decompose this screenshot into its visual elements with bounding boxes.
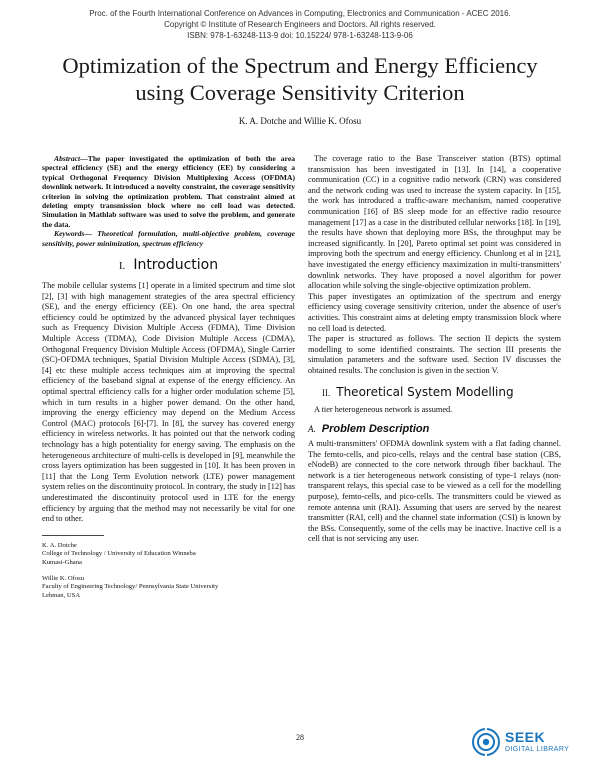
footnote-author-1 — [42, 542, 295, 567]
section-number: II. — [322, 388, 331, 399]
logo-subtitle: DIGITAL LIBRARY — [505, 746, 570, 753]
abstract — [42, 154, 295, 229]
body-paragraph: The coverage ratio to the Base Transceiver station (BTS) optimal transmission has been investigated in [13]. In [14], a cooperative communication (CC) in a cognitive radio network (CRN) was considered and the network coding was used to increase the system capacity. In [15], the work has introduced a traffic-aware mechanism, named cooperative communication [16] of BS sleep mode for an effective radio resource management [17] as a case in the distributed cellular networks [18]. In [19], the results have shown that deploying more BSs, the throughput may be increased significantly. In [20], Pareto optimal set point was considered in improving both the spectrum and energy efficiency. Chunlong et al in [21], have investigated the energy efficiency maximization in multi-transmitters' downlink networks. They have proposed a novel algorithm for power allocation while solving the single-objective optimization problem. — [308, 154, 561, 291]
title-line-1: Optimization of the Spectrum and Energy Efficiency — [62, 53, 538, 78]
section-title: Introduction — [133, 257, 219, 274]
section-heading-system-modelling — [308, 384, 561, 401]
title-line-2: using Coverage Sensitivity Criterion — [135, 80, 465, 105]
footnote-location: Lehman, USA — [42, 591, 81, 599]
subsection-heading-problem-description — [308, 422, 561, 436]
paper-authors: K. A. Dotche and Willie K. Ofosu — [238, 116, 362, 126]
keywords-text: — Theoretical formulation, multi-objective problem, coverage sensitivity, power minimization, spectrum efficiency — [42, 229, 295, 248]
body-paragraph: This paper investigates an optimization of the spectrum and energy efficiency using coverage sensitivity criterion, under the absence of user's activities. This constraint aims at deleting empty transmission block where no cell load is detected. — [308, 291, 561, 333]
abstract-text: —The paper investigated the optimization of both the area spectral efficiency (SE) and the energy efficiency (EE) by considering a typical Orthogonal Frequency Division Multiplexing Access (OFDMA) downlink network. It introduced a novelty constraint, the coverage sensitivity criterion in solving the optimization problem. That constraint aimed at deleting empty transmission block where no cell load was detected. Simulation in Mathlab software was used to solve the problem, and generate the data. — [42, 154, 295, 229]
logo-title: SEEK — [505, 729, 546, 745]
left-column — [42, 154, 295, 608]
seek-digital-library-logo — [471, 723, 591, 763]
footnote-author-2 — [42, 575, 295, 600]
subsection-letter: A. — [308, 424, 316, 435]
paper-title — [30, 52, 570, 106]
copyright-line: Copyright © Institute of Research Engineers and Doctors. All rights reserved. — [164, 20, 436, 29]
footnote-author-name: Willie K. Ofosu — [42, 574, 85, 582]
section-intro: A tier heterogeneous network is assumed. — [314, 405, 453, 415]
body-paragraph: The paper is structured as follows. The section II depicts the system modelling to some identified constraints. The section III presents the simulation parameters and the software used. Section IV discusses the obtained results. The conclusion is given in the section V. — [308, 334, 561, 375]
section-title: Theoretical System Modelling — [336, 385, 514, 400]
conference-line: Proc. of the Fourth International Conference on Advances in Computing, Electronics and Communication - ACEC 2016. — [89, 9, 511, 18]
footnote-location: Kumasi-Ghana — [42, 558, 82, 566]
page-number: 28 — [296, 733, 304, 742]
conference-header — [40, 8, 560, 41]
isbn-line: ISBN: 978-1-63248-113-9 doi: 10.15224/ 978-1-63248-113-9-06 — [187, 31, 413, 40]
keywords — [42, 229, 295, 248]
subsection-title: Problem Description — [321, 423, 430, 436]
footnote-affiliation: Faculty of Engineering Technology/ Pennsylvania State University — [42, 583, 219, 591]
footnote-author-name: K. A. Dotche — [42, 541, 77, 549]
seek-logo-icon — [471, 725, 501, 759]
footnote-affiliation: College of Technology / University of Education Winneba — [42, 550, 196, 558]
section-heading-introduction — [42, 256, 295, 275]
introduction-paragraph: The mobile cellular systems [1] operate in a limited spectrum and time slot [2], [3] with high management strategies of the area spectral efficiency (SE), and the energy efficiency (EE). On one hand, the area spectral efficiency could be optimized by the advanced physical layer techniques such as Frequency Division Multiple Access (FDMA), Time Division Multiple Access (TDMA), Code Division Multiple Access (CDMA), Orthogonal Frequency Division Multiple Access (OFDMA), Single Carrier (SC)-OFDMA techniques, Spatial Division Multiple Access (SDMA), [3], [4] etc these multiple access techniques aim at improving the spectral efficiency of the baseband signal at expense of the energy efficiency. An optimal spectral efficiency calls for a higher order modulation scheme [5], which in turn results in a higher power demand. On the other hand, improving the energy efficiency may depend on the Medium Access Control (MAC) protocols [6]-[7]. In [8], the survey has covered energy efficiency in wireless networks. It has pointed out that the network coding technology has a high potentiality for energy saving. The emphasis on the heterogeneous architecture of multi-cells is developed in [9], meanwhile the cross layers optimization has been suggested in [10]. It has been proven in [11] that the Long Term Evolution network (LTE) power management system relies on the discontinuity protocol. In contrary, the study in [12] has underestimated the discontinuity protocol used in LTE for the energy efficiency by arguing that the method may not necessarily be vital for one end to other. — [42, 281, 295, 524]
problem-description-paragraph: A multi-transmitters' OFDMA downlink system with a flat fading channel. The femto-cells, and pico-cells, relays and the central base station (CBS, eNodeB) are connected to the core network through fiber backhaul. The network is a tier heterogeneous network consisting of type-1 relays (non-transparent relays, this special case to be viewed as a cell for the modelling purpose), femto-cells, and pico-cells. The transmitters could be viewed as remote antenna unit (RAI). Assuming that users are served by the nearest transmitter (RAI, cell) and the channel state information (CSI) is known by the BSs. Consequently, some of the cells may be inactive. Inactive cell is a cell that is not servicing any user. — [308, 439, 561, 544]
right-column — [308, 154, 561, 545]
abstract-label: Abstract — [54, 154, 81, 163]
keywords-label: Keywords — [54, 229, 85, 239]
footnote-divider — [42, 535, 104, 536]
section-number: I. — [118, 260, 126, 273]
